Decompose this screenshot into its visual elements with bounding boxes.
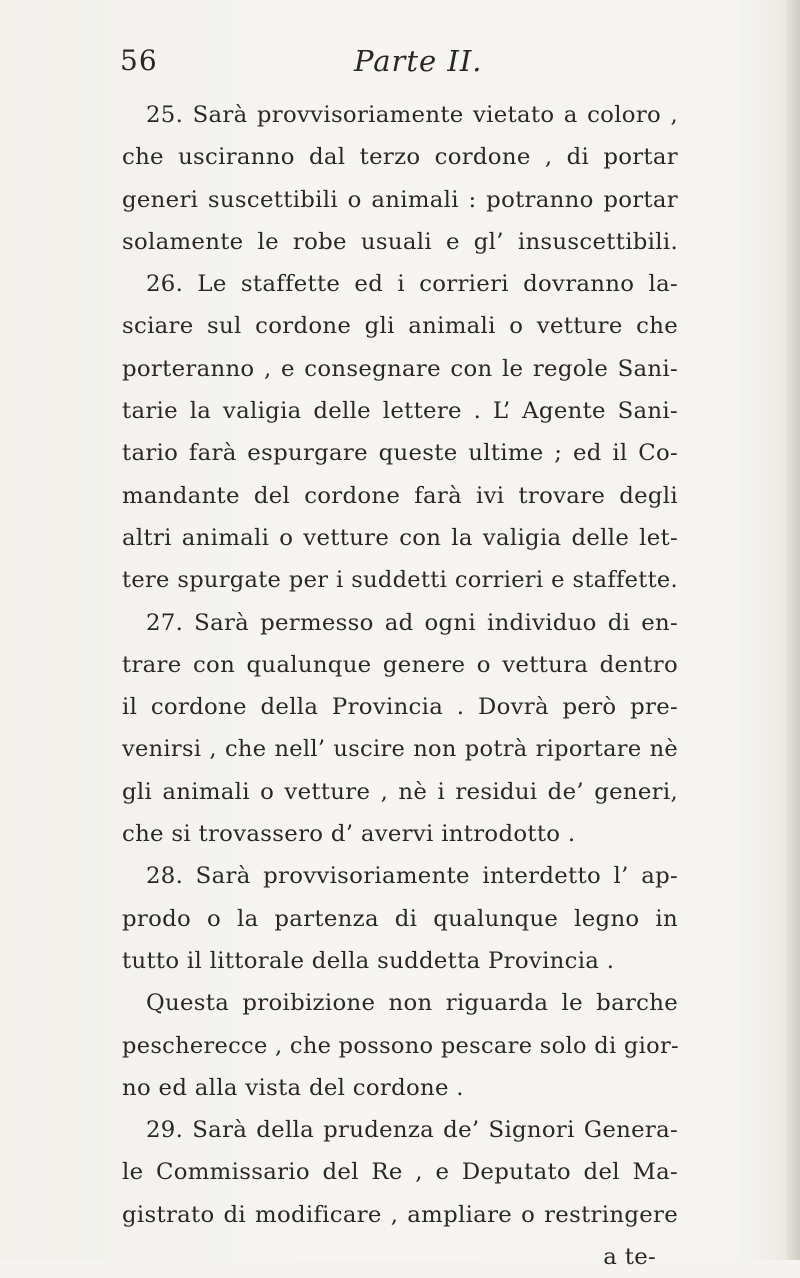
text-line: Questa proibizione non riguarda le barche	[146, 990, 678, 1017]
text-line: il cordone della Provincia . Dovrà però pre-	[122, 694, 678, 721]
text-line: pescherecce , che possono pescare solo di gior-	[122, 1032, 679, 1059]
page-number: 56	[120, 44, 158, 77]
text-line: generi suscettibili o animali : potranno portar	[122, 186, 678, 213]
text-line: no ed alla vista del cordone .	[122, 1074, 464, 1101]
text-line: venirsi , che nell’ uscire non potrà riportare nè	[122, 736, 678, 763]
text-line: 29. Sarà della prudenza de’ Signori Genera-	[146, 1117, 678, 1144]
text-line: 27. Sarà permesso ad ogni individuo di en-	[146, 609, 678, 636]
text-line: 28. Sarà provvisoriamente interdetto l’ ap-	[146, 863, 678, 890]
text-line: tutto il littorale della suddetta Provincia .	[122, 947, 615, 974]
text-line: gistrato di modificare , ampliare o restringere	[122, 1201, 678, 1228]
text-line: che si trovassero d’ avervi introdotto .	[122, 821, 576, 848]
page-edge	[786, 0, 800, 1260]
text-line: trare con qualunque genere o vettura dentro	[122, 651, 678, 678]
catchword: a te-	[603, 1244, 656, 1271]
text-line: che usciranno dal terzo cordone , di portar	[122, 144, 678, 171]
text-line: porteranno , e consegnare con le regole Sani-	[122, 355, 678, 382]
text-line: mandante del cordone farà ivi trovare degli	[122, 482, 678, 509]
text-line: altri animali o vetture con la valigia delle let-	[122, 524, 678, 551]
text-line: gli animali o vetture , nè i residui de’ generi,	[122, 778, 678, 805]
body-text	[122, 94, 678, 1278]
text-line: prodo o la partenza di qualunque legno in	[122, 905, 678, 932]
text-line: 25. Sarà provvisoriamente vietato a coloro ,	[146, 102, 678, 128]
running-head: Parte II.	[354, 44, 483, 78]
text-line: solamente le robe usuali e gl’ insuscettibili.	[122, 228, 678, 255]
text-line: tario farà espurgare queste ultime ; ed il Co-	[122, 440, 678, 467]
text-line: sciare sul cordone gli animali o vetture che	[122, 313, 678, 340]
text-line: le Commissario del Re , e Deputato del Ma-	[122, 1159, 678, 1186]
page-header	[120, 44, 680, 84]
text-line: 26. Le staffette ed i corrieri dovranno la-	[146, 271, 678, 298]
text-line: tere spurgate per i suddetti corrieri e staffette.	[122, 567, 678, 594]
text-line: tarie la valigia delle lettere . L’ Agente Sani-	[122, 398, 678, 425]
